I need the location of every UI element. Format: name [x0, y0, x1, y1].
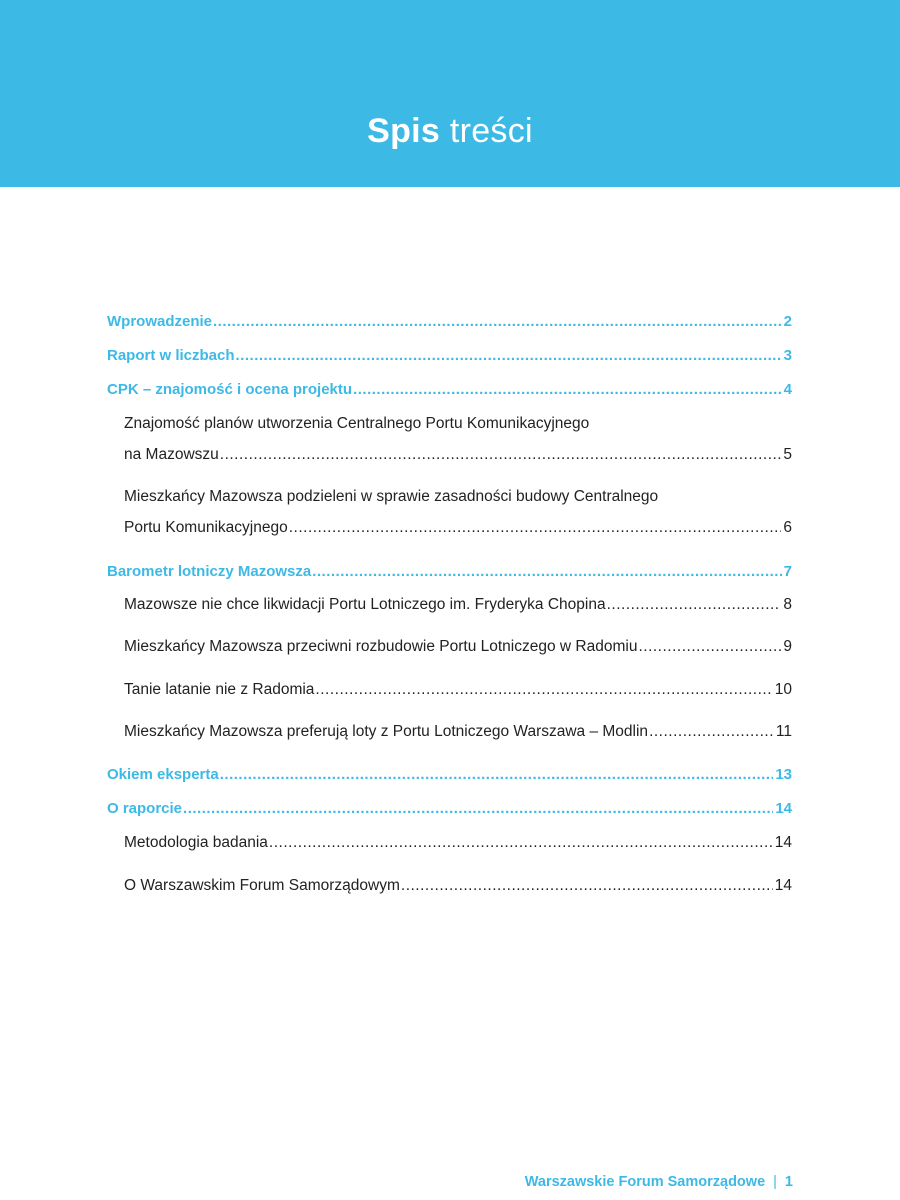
toc-entry-page: 6	[783, 519, 792, 536]
toc-entry-page: 5	[783, 446, 792, 463]
toc-subentry-chopina[interactable]	[124, 596, 792, 614]
toc-entry-raport-w-liczbach[interactable]	[107, 347, 792, 364]
toc-subentry-tanie-latanie[interactable]	[124, 681, 792, 699]
toc-entry-page: 14	[775, 800, 792, 817]
toc-entry-page: 2	[783, 313, 792, 330]
title-bold: Spis	[367, 112, 441, 150]
toc-entry-label: Portu Komunikacyjnego	[124, 519, 288, 536]
toc-entry-label: na Mazowszu	[124, 446, 219, 463]
toc-entry-label: Metodologia badania	[124, 834, 268, 851]
toc-entry-label: Wprowadzenie	[107, 313, 213, 330]
dot-leader	[607, 596, 782, 614]
toc-entry-label: Barometr lotniczy Mazowsza	[107, 563, 312, 580]
dot-leader	[213, 313, 782, 330]
toc-entry-page: 14	[774, 877, 792, 894]
toc-entry-barometr[interactable]	[107, 563, 792, 580]
toc-subentry-radom-rozbudowa[interactable]	[124, 638, 792, 656]
toc-entry-page: 14	[774, 834, 792, 851]
toc-subentry-o-wfs[interactable]	[124, 877, 792, 895]
dot-leader	[353, 381, 782, 398]
toc-entry-cpk[interactable]	[107, 381, 792, 398]
toc-subentry-line1: Mieszkańcy Mazowsza podzieleni w sprawie zasadności budowy Centralnego	[124, 488, 659, 505]
toc-entry-label: CPK – znajomość i ocena projektu	[107, 381, 353, 398]
toc-entry-o-raporcie[interactable]	[107, 800, 792, 817]
dot-leader	[312, 563, 781, 580]
dot-leader	[649, 723, 774, 741]
dot-leader	[220, 766, 774, 783]
toc-entry-page: 11	[775, 723, 792, 740]
toc-entry-page: 4	[783, 381, 792, 398]
toc-entry-label: Mieszkańcy Mazowsza przeciwni rozbudowie Portu Lotniczego w Radomiu	[124, 638, 638, 655]
toc-entry-page: 13	[775, 766, 792, 783]
dot-leader	[220, 446, 782, 464]
toc-subentry-znajomosc-planow[interactable]	[124, 446, 792, 464]
dot-leader	[183, 800, 773, 817]
toc-entry-label: Mieszkańcy Mazowsza preferują loty z Portu Lotniczego Warszawa – Modlin	[124, 723, 649, 740]
footer-separator: |	[773, 1174, 777, 1190]
footer-page-number: 1	[784, 1174, 793, 1190]
toc-entry-label: Tanie latanie nie z Radomia	[124, 681, 315, 698]
page-footer	[525, 1172, 793, 1192]
toc-entry-page: 8	[783, 596, 792, 613]
dot-leader	[638, 638, 781, 656]
toc-entry-wprowadzenie[interactable]	[107, 313, 792, 330]
toc-entry-label: Okiem eksperta	[107, 766, 219, 783]
footer-publisher: Warszawskie Forum Samorządowe	[524, 1174, 766, 1190]
dot-leader	[269, 834, 773, 852]
toc-entry-label: O Warszawskim Forum Samorządowym	[124, 877, 400, 894]
dot-leader	[315, 681, 772, 699]
toc-entry-label: Mazowsze nie chce likwidacji Portu Lotniczego im. Fryderyka Chopina	[124, 596, 606, 613]
toc-entry-okiem-eksperta[interactable]	[107, 766, 792, 783]
toc-subentry-mieszkancy-podzieleni[interactable]	[124, 519, 792, 537]
toc-entry-page: 7	[783, 563, 792, 580]
toc-subentry-modlin[interactable]	[124, 723, 792, 741]
toc-entry-page: 10	[774, 681, 792, 698]
title-light: treści	[449, 112, 533, 150]
toc-entry-label: O raporcie	[107, 800, 183, 817]
toc-subentry-metodologia[interactable]	[124, 834, 792, 852]
dot-leader	[289, 519, 782, 537]
toc-subentry-line1: Znajomość planów utworzenia Centralnego Portu Komunikacyjnego	[124, 415, 590, 432]
toc-entry-label: Raport w liczbach	[107, 347, 235, 364]
toc-entry-page: 3	[783, 347, 792, 364]
dot-leader	[236, 347, 782, 364]
dot-leader	[401, 877, 773, 895]
toc-entry-page: 9	[783, 638, 792, 655]
